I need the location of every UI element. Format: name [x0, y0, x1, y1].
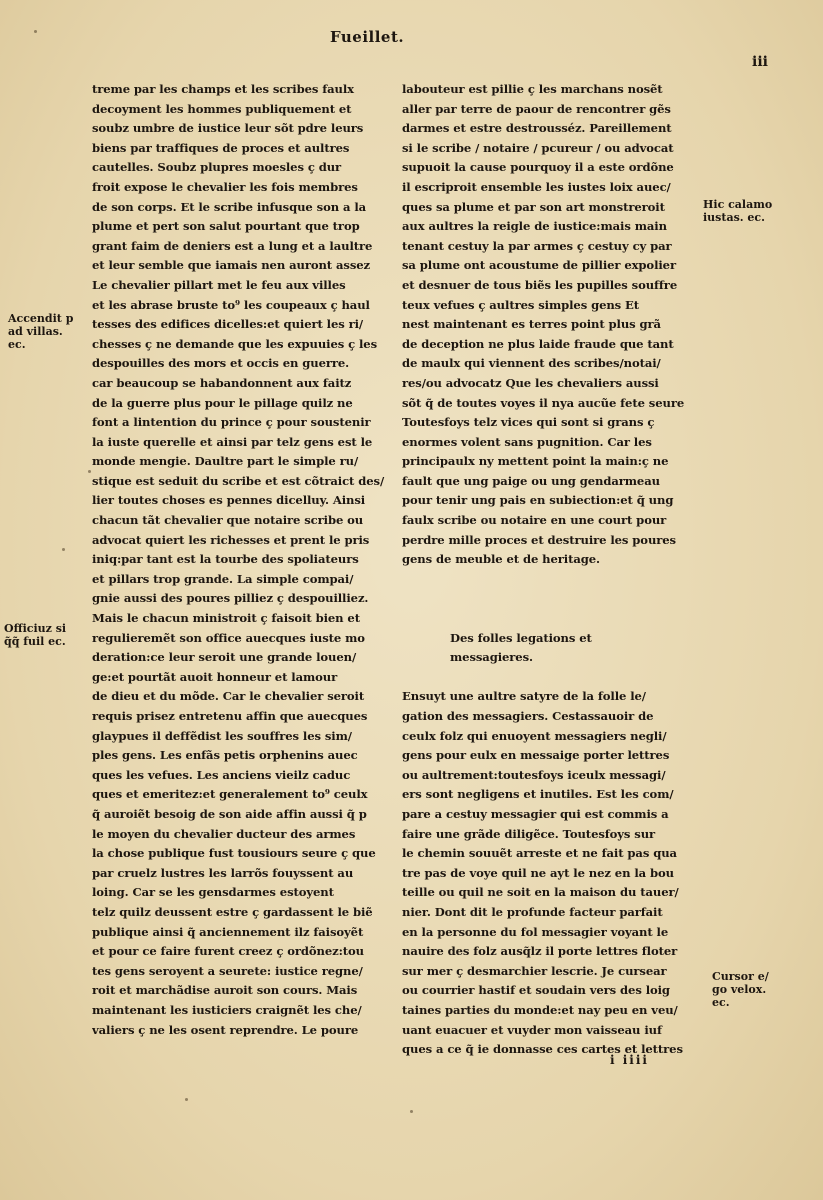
text-line: Toutesfoys telz vices qui sont si grans ç [402, 415, 655, 430]
text-line: de deception ne plus laide fraude que tant [402, 336, 674, 351]
folio-number: iii [752, 54, 768, 70]
text-line: ge:et pourtãt auoit honneur et lamour [92, 669, 338, 684]
text-line: le chemin souuẽt arreste et ne fait pas qua [402, 846, 677, 861]
text-line: et les abrase bruste to⁹ les coupeaux ç haul [92, 297, 370, 312]
text-line: decoyment les hommes publiquement et [92, 101, 352, 116]
margin-note-line: Officiuz si [4, 622, 67, 635]
text-line: iniq:par tant est la tourbe des spoliateurs [92, 552, 359, 567]
text-line: Le chevalier pillart met le feu aux villes [92, 277, 346, 292]
text-line: faire une grãde diligẽce. Toutesfoys sur [402, 826, 656, 841]
text-line: pare a cestuy messagier qui est commis a [402, 806, 669, 821]
text-line: pour tenir ung pais en subiection:et q̃ ung [402, 493, 674, 508]
text-line: regulieremẽt son office auecques iuste mo [92, 630, 365, 645]
text-line: requis prisez entretenu affin que auecques [92, 709, 368, 723]
text-line: le moyen du chevalier ducteur des armes [92, 826, 356, 841]
text-line: gens de meuble et de heritage. [402, 552, 600, 567]
text-line: ou aultrement:toutesfoys iceulx messagi/ [402, 767, 666, 782]
margin-note-line: ec. [712, 996, 730, 1009]
margin-note-line: go velox. [712, 983, 767, 996]
text-line: par cruelz lustres les larrõs fouyssent au [92, 865, 354, 880]
text-line: gation des messagiers. Cestassauoir de [402, 709, 654, 723]
margin-note-line: ec. [8, 338, 26, 351]
text-line: ques sa plume et par son art monstreroit [402, 199, 665, 214]
section-heading-line-1: Des folles legations et [450, 630, 592, 645]
text-line: lier toutes choses es pennes dicelluy. Ainsi [92, 493, 366, 508]
text-line: de dieu et du mõde. Car le chevalier seroit [92, 689, 365, 704]
text-line: froit expose le chevalier les fois membres [92, 179, 358, 194]
text-line: la chose publique fust tousiours seure ç que [92, 846, 376, 861]
text-line: darmes et estre destrousséz. Pareillement [402, 121, 672, 136]
text-line: perdre mille proces et destruire les poures [402, 532, 676, 547]
text-line: sa plume ont acoustume de pillier expolier [402, 258, 676, 273]
text-line: ples gens. Les enfãs petis orphenins auec [92, 748, 358, 763]
text-line: biens par traffiques de proces et aultres [92, 140, 350, 155]
text-line: chacun tãt chevalier que notaire scribe ou [92, 513, 364, 528]
text-line: chesses ç ne demande que les expuuies ç les [92, 336, 378, 351]
text-line: ceulx folz qui enuoyent messagiers negli/ [402, 728, 667, 743]
text-line: monde mengie. Daultre part le simple ru/ [92, 454, 359, 469]
text-line: plume et pert son salut pourtant que trop [92, 219, 360, 234]
text-line: sõt q̃ de toutes voyes il nya aucũe fete seure [402, 395, 685, 410]
text-line: teux vefues ç aultres simples gens Et [402, 297, 640, 312]
text-line: et pour ce faire furent creez ç ordõnez:tou [92, 944, 365, 959]
right-text-column [402, 80, 702, 1060]
text-line: tre pas de voye quil ne ayt le nez en la bou [402, 865, 674, 880]
text-line: glaypues il deffẽdist les souffres les sim/ [92, 728, 352, 743]
margin-note-officium [4, 622, 66, 648]
text-line: loing. Car se les gensdarmes estoyent [92, 885, 334, 900]
margin-note-line: Accendit p [8, 312, 74, 325]
text-line: maintenant les iusticiers craignẽt les che/ [92, 1002, 362, 1017]
text-line: il escriproit ensemble les iustes loix auec/ [402, 179, 671, 194]
text-line: tenant cestuy la par armes ç cestuy cy par [402, 238, 672, 253]
text-line: uant euacuer et vuyder mon vaisseau iuf [402, 1022, 662, 1037]
right-text-block-2 [402, 687, 702, 1059]
text-line: labouteur est pillie ç les marchans nosẽt [402, 82, 663, 96]
right-text-block-1 [402, 80, 702, 570]
text-line: aller par terre de paour de rencontrer gẽs [402, 101, 671, 116]
text-line: Mais le chacun ministroit ç faisoit bien et [92, 611, 360, 626]
text-line: et pillars trop grande. La simple compai/ [92, 571, 354, 586]
text-line: ou courrier hastif et soudain vers des loig [402, 983, 670, 998]
text-line: de son corps. Et le scribe infusque son a la [92, 199, 367, 214]
running-head: Fueillet. [330, 28, 405, 46]
text-line: font a lintention du prince ç pour soustenir [92, 415, 371, 430]
section-heading-line-2: messagieres. [450, 650, 533, 665]
text-line: supuoit la cause pourquoy il a este ordõne [402, 160, 674, 175]
text-line: ques et emeritez:et generalement to⁹ ceulx [92, 787, 368, 802]
text-line: res/ou advocatz Que les chevaliers aussi [402, 375, 659, 390]
text-line: treme par les champs et les scribes faulx [92, 82, 354, 96]
margin-note-line: Cursor e/ [712, 970, 769, 983]
text-line: tes gens seroyent a seurete: iustice regne/ [92, 963, 363, 978]
text-line: sur mer ç desmarchier lescrie. Je cursear [402, 963, 667, 978]
text-line: teille ou quil ne soit en la maison du tauer/ [402, 885, 679, 900]
text-line: et desnuer de tous biẽs les pupilles souffre [402, 277, 678, 292]
text-line: car beaucoup se habandonnent aux faitz [92, 375, 352, 390]
text-line: faulx scribe ou notaire en une court pour [402, 513, 667, 528]
text-line: enormes volent sans pugnition. Car les [402, 434, 652, 449]
text-line: stique est seduit du scribe et est cõtraict des/ [92, 473, 385, 488]
text-line: et leur semble que iamais nen auront assez [92, 258, 371, 273]
margin-note-cursor [712, 970, 769, 1009]
text-line: roit et marchãdise auroit son cours. Mais [92, 983, 358, 998]
text-line: aux aultres la reigle de iustice:mais main [402, 219, 667, 234]
text-line: de la guerre plus pour le pillage quilz ne [92, 395, 353, 410]
signature-mark: i iiii [610, 1053, 649, 1067]
text-line: si le scribe / notaire / pcureur / ou advocat [402, 140, 674, 155]
margin-note-accendit [8, 312, 73, 351]
text-line: gens pour eulx en messaige porter lettres [402, 748, 670, 763]
margin-note-line: ad villas. [8, 325, 63, 338]
text-line: telz quilz deussent estre ç gardassent le biẽ [92, 904, 373, 919]
text-line: advocat quiert les richesses et prent le pris [92, 532, 370, 547]
text-line: principaulx ny mettent point la main:ç ne [402, 454, 669, 469]
ink-speck [88, 470, 91, 473]
text-line: gnie aussi des poures pilliez ç despouilliez. [92, 591, 369, 606]
text-line: cautelles. Soubz plupres moesles ç dur [92, 160, 342, 175]
text-line: de maulx qui viennent des scribes/notai/ [402, 356, 661, 371]
margin-note-hic-calamo [703, 198, 772, 224]
text-line: la iuste querelle et ainsi par telz gens est le [92, 434, 373, 449]
text-line: valiers ç ne les osent reprendre. Le poure [92, 1022, 359, 1037]
text-line: ques les vefues. Les anciens vieilz caduc [92, 767, 351, 782]
text-line: deration:ce leur seroit une grande louen/ [92, 650, 357, 665]
text-line: publique ainsi q̃ anciennement ilz faisoyẽt [92, 924, 364, 939]
margin-note-line: q̃q̃ fuil ec. [4, 635, 66, 648]
text-line: Ensuyt une aultre satyre de la folle le/ [402, 689, 646, 704]
text-line: ques a ce q̃ ie donnasse ces cartes et lettres [402, 1042, 683, 1057]
text-line: nauire des folz ausq̃lz il porte lettres floter [402, 944, 678, 959]
text-line: q̃ auroiẽt besoig de son aide affin aussi q̃ p [92, 806, 367, 821]
text-line: grant faim de deniers est a lung et a laultre [92, 238, 373, 253]
ink-speck [62, 548, 65, 551]
ink-speck [185, 1098, 188, 1101]
text-line: nest maintenant es terres point plus grã [402, 317, 661, 332]
margin-note-line: iustas. ec. [703, 211, 765, 224]
text-line: taines parties du monde:et nay peu en veu/ [402, 1002, 678, 1017]
text-line: fault que ung paige ou ung gendarmeau [402, 473, 660, 488]
ink-speck [410, 1110, 413, 1113]
text-line: ers sont negligens et inutiles. Est les com/ [402, 787, 674, 802]
text-line: nier. Dont dit le profunde facteur parfait [402, 904, 663, 919]
ink-speck [34, 30, 37, 33]
text-line: en la personne du fol messagier voyant le [402, 924, 669, 939]
text-line: soubz umbre de iustice leur sõt pdre leurs [92, 121, 364, 136]
text-line: despouilles des mors et occis en guerre. [92, 356, 350, 371]
margin-note-line: Hic calamo [703, 198, 773, 211]
text-line: tesses des edifices dicelles:et quiert les ri/ [92, 317, 364, 332]
left-text-column [92, 80, 390, 1040]
